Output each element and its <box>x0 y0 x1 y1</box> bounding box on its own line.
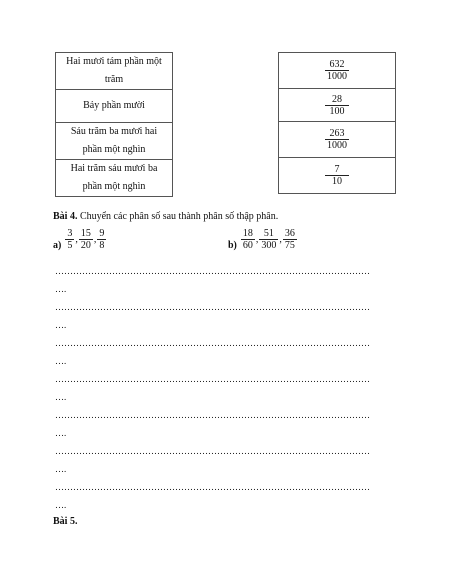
fraction-cell: $\frac{632}{1000}$ <box>279 53 396 89</box>
answer-line: …………………………………………………………………………………………… <box>55 266 370 276</box>
fraction-cell: $\frac{263}{1000}$ <box>279 122 396 158</box>
exercise-4-heading: Bài 4. Chuyển các phân số sau thành phân số thập phân. <box>53 211 279 222</box>
answer-line-end: …. <box>55 284 67 294</box>
answer-line-end: …. <box>55 320 67 330</box>
word-cell: Hai trăm sáu mươi ba phần một nghìn <box>56 160 173 197</box>
answer-line: …………………………………………………………………………………………… <box>55 446 370 456</box>
answer-line-end: …. <box>55 392 67 402</box>
answer-line: …………………………………………………………………………………………… <box>55 410 370 420</box>
word-cell: Hai mươi tám phần một trăm <box>56 53 173 90</box>
answer-line-end: …. <box>55 500 67 510</box>
part-a: a) $\frac{3}{5}$ , $\frac{15}{20}$ , $\frac{9}{8}$ <box>53 228 105 251</box>
fraction-cell: $\frac{28}{100}$ <box>279 89 396 122</box>
part-b: b) $\frac{18}{60}$ , $\frac{51}{300}$ , $\frac{36}{75}$ <box>228 228 295 251</box>
answer-line-end: …. <box>55 428 67 438</box>
word-cell: Sáu trăm ba mươi hai phần một nghìn <box>56 123 173 160</box>
answer-line: …………………………………………………………………………………………… <box>55 302 370 312</box>
answer-line: …………………………………………………………………………………………… <box>55 482 370 492</box>
answer-line: …………………………………………………………………………………………… <box>55 374 370 384</box>
answer-line: …………………………………………………………………………………………… <box>55 338 370 348</box>
answer-line-end: …. <box>55 464 67 474</box>
word-cell: Bảy phần mười <box>56 90 173 123</box>
fraction-cell: $\frac{7}{10}$ <box>279 158 396 194</box>
fraction-table <box>278 52 396 194</box>
answer-line-end: …. <box>55 356 67 366</box>
exercise-5-heading: Bài 5. <box>53 516 78 527</box>
word-table <box>55 52 173 197</box>
